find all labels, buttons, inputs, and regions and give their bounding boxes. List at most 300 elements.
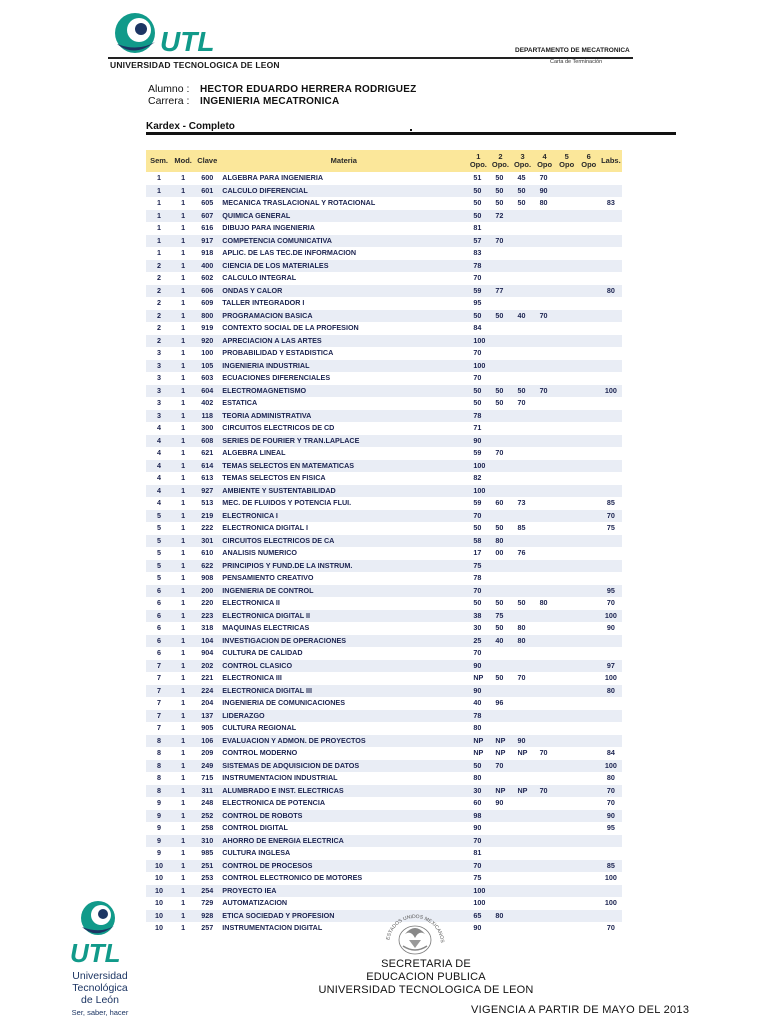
cell-opo-1: 84 [473, 323, 482, 332]
cell-opo-6 [578, 635, 600, 648]
header-mod: Mod. [172, 150, 194, 172]
cell-opo-6 [578, 760, 600, 773]
cell-opo-6 [578, 810, 600, 823]
cell-sem: 8 [146, 735, 172, 748]
table-row [146, 760, 622, 773]
cell-opo-1: 71 [473, 423, 482, 432]
cell-opo-5 [556, 235, 578, 248]
cell-materia: CONTROL DIGITAL [222, 823, 288, 832]
cell-materia: INSTRUMENTACION DIGITAL [222, 923, 323, 932]
cell-opo-5 [556, 185, 578, 198]
cell-opo-2 [489, 772, 511, 785]
cell-opo-4 [534, 435, 556, 448]
cell-opo-2 [489, 347, 511, 360]
cell-labs [600, 835, 622, 848]
table-row [146, 797, 622, 810]
cell-opo-1: 100 [467, 335, 489, 348]
cell-materia: CULTURA REGIONAL [222, 723, 297, 732]
cell-labs: 80 [600, 285, 622, 298]
cell-opo-2: 40 [489, 635, 511, 648]
cell-opo-6 [578, 872, 600, 885]
cell-materia: AMBIENTE Y SUSTENTABILIDAD [220, 485, 467, 498]
cell-opo-5 [556, 847, 578, 860]
logo-name-line-2: Tecnológica [72, 982, 128, 994]
cell-labs: 70 [606, 923, 615, 932]
cell-opo-1: 30 [473, 623, 482, 632]
cell-mod: 1 [181, 273, 186, 282]
cell-opo-6 [578, 560, 600, 573]
cell-materia: AHORRO DE ENERGIA ELECTRICA [220, 835, 467, 848]
cell-opo-2 [489, 485, 511, 498]
cell-opo-1: 59 [473, 498, 482, 507]
cell-opo-6 [578, 460, 600, 473]
cell-opo-5 [556, 585, 578, 598]
cell-opo-2 [489, 847, 511, 860]
cell-opo-1: 90 [473, 923, 482, 932]
cell-opo-4 [534, 347, 556, 360]
cell-opo-5 [556, 447, 578, 460]
cell-opo-2: 50 [489, 385, 511, 398]
department-name: DEPARTAMENTO DE MECATRONICA [515, 47, 630, 54]
cell-opo-5 [556, 685, 578, 698]
cell-opo-5 [556, 885, 578, 898]
cell-materia: ELECTRONICA I [220, 510, 467, 523]
cell-mod: 1 [181, 523, 186, 532]
table-row [146, 872, 622, 885]
cell-opo-4 [534, 547, 556, 560]
cell-mod: 1 [181, 248, 186, 257]
cell-opo-4 [534, 410, 556, 423]
header-opo-2-label: Opo. [491, 160, 509, 169]
cell-opo-1: 78 [473, 573, 482, 582]
header-labs: Labs. [600, 150, 622, 172]
header-opo-5 [556, 150, 578, 172]
table-row [146, 847, 622, 860]
cell-clave: 920 [194, 335, 220, 348]
header-sem: Sem. [146, 150, 172, 172]
cell-labs [600, 297, 622, 310]
cell-sem: 3 [146, 410, 172, 423]
cell-opo-4 [534, 297, 556, 310]
cell-opo-1: 75 [467, 560, 489, 573]
cell-opo-3 [511, 260, 533, 273]
cell-opo-6 [578, 660, 600, 673]
cell-opo-1: 100 [467, 885, 489, 898]
cell-mod: 1 [172, 260, 194, 273]
table-row [146, 360, 622, 373]
cell-materia: PROBABILIDAD Y ESTADISTICA [222, 348, 334, 357]
table-row [146, 410, 622, 423]
cell-labs [600, 697, 622, 710]
cell-opo-4: 70 [534, 785, 556, 798]
cell-opo-2: 00 [495, 548, 504, 557]
cell-opo-3: 80 [511, 635, 533, 648]
cell-materia: CIENCIA DE LOS MATERIALES [220, 260, 467, 273]
cell-opo-6 [578, 672, 600, 685]
cell-opo-5 [556, 310, 578, 323]
header-materia: Materia [220, 150, 467, 172]
cell-materia: ELECTRONICA II [222, 598, 280, 607]
table-header-row [146, 150, 622, 172]
cell-opo-2 [489, 647, 511, 660]
cell-clave: 104 [194, 635, 220, 648]
cell-sem: 9 [157, 848, 162, 857]
table-row [146, 860, 622, 873]
cell-opo-5 [556, 385, 578, 398]
cell-opo-4 [534, 635, 556, 648]
utl-logo-text: UTL [160, 26, 215, 57]
kardex-divider [146, 132, 676, 135]
table-row [146, 385, 622, 398]
cell-opo-1: 100 [467, 460, 489, 473]
cell-labs [600, 447, 622, 460]
cell-labs: 100 [604, 873, 617, 882]
cell-opo-4 [534, 560, 556, 573]
cell-clave: 254 [194, 885, 220, 898]
cell-opo-2: 72 [489, 210, 511, 223]
cell-materia: CIRCUITOS ELECTRICOS DE CD [222, 423, 335, 432]
cell-opo-2 [489, 660, 511, 673]
cell-opo-6 [578, 910, 600, 923]
cell-opo-3 [511, 460, 533, 473]
cell-clave: 311 [194, 785, 220, 798]
header-opo-5-label: Opo [559, 160, 575, 169]
cell-mod: 1 [172, 760, 194, 773]
table-row [146, 810, 622, 823]
cell-labs [600, 647, 622, 660]
cell-opo-5 [556, 322, 578, 335]
cell-mod: 1 [172, 310, 194, 323]
cell-opo-4 [534, 622, 556, 635]
cell-mod: 1 [172, 635, 194, 648]
cell-materia: ELECTRONICA DIGITAL I [222, 523, 309, 532]
cell-opo-2: 60 [495, 498, 504, 507]
cell-clave: 204 [201, 698, 214, 707]
cell-clave: 137 [194, 710, 220, 723]
table-row [146, 747, 622, 760]
cell-opo-4 [534, 710, 556, 723]
cell-clave: 222 [201, 523, 214, 532]
table-row [146, 197, 622, 210]
cell-opo-5 [556, 747, 578, 760]
cell-materia: ALGEBRA PARA INGENIERIA [222, 173, 324, 182]
cell-opo-3 [511, 472, 533, 485]
cell-mod: 1 [172, 835, 194, 848]
cell-sem: 4 [146, 485, 172, 498]
cell-opo-4: 80 [539, 598, 548, 607]
cell-labs: 95 [600, 585, 622, 598]
cell-opo-6 [578, 472, 600, 485]
cell-clave: 614 [194, 460, 220, 473]
cell-opo-4 [534, 585, 556, 598]
cell-opo-5 [556, 335, 578, 348]
cell-opo-3: NP [511, 785, 533, 798]
cell-labs [600, 222, 622, 235]
cell-clave: 715 [201, 773, 214, 782]
cell-opo-3 [511, 685, 533, 698]
cell-clave: 200 [194, 585, 220, 598]
cell-sem: 3 [157, 373, 162, 382]
cell-sem: 10 [146, 885, 172, 898]
cell-opo-1: 38 [467, 610, 489, 623]
logo-name-line-1: Universidad [72, 970, 128, 982]
cell-opo-3 [511, 572, 533, 585]
cell-labs [600, 185, 622, 198]
cell-mod: 1 [181, 598, 186, 607]
cell-opo-4 [534, 885, 556, 898]
cell-materia: INVESTIGACION DE OPERACIONES [220, 635, 467, 648]
cell-opo-3: 50 [511, 385, 533, 398]
cell-opo-3 [511, 610, 533, 623]
header-opo-2-num: 2 [498, 152, 503, 161]
cell-opo-2: 96 [495, 698, 504, 707]
cell-sem: 4 [157, 473, 162, 482]
cell-mod: 1 [181, 923, 186, 932]
cell-sem: 9 [146, 810, 172, 823]
cell-opo-4 [534, 610, 556, 623]
cell-opo-2 [489, 322, 511, 335]
cell-opo-5 [556, 922, 578, 935]
cell-clave: 219 [194, 510, 220, 523]
cell-labs: 90 [600, 810, 622, 823]
cell-opo-2: NP [495, 748, 506, 757]
cell-opo-3 [511, 447, 533, 460]
table-row [146, 572, 622, 585]
cell-opo-4 [534, 335, 556, 348]
cell-opo-5 [556, 810, 578, 823]
cell-opo-1: NP [473, 673, 484, 682]
cell-opo-3 [511, 922, 533, 935]
cell-opo-6 [578, 335, 600, 348]
cell-opo-6 [578, 722, 600, 735]
cell-opo-3: 73 [517, 498, 526, 507]
cell-mod: 1 [172, 185, 194, 198]
cell-sem: 3 [157, 348, 162, 357]
cell-opo-1: 90 [467, 660, 489, 673]
cell-opo-2 [489, 222, 511, 235]
cell-opo-4: 70 [534, 310, 556, 323]
cell-opo-1: 50 [467, 760, 489, 773]
cell-labs [600, 547, 622, 560]
cell-opo-5 [556, 510, 578, 523]
table-row [146, 210, 622, 223]
table-row [146, 260, 622, 273]
cell-labs [600, 472, 622, 485]
cell-opo-3 [511, 760, 533, 773]
sep-line-2: EDUCACION PUBLICA [366, 971, 486, 983]
cell-opo-4 [534, 797, 556, 810]
table-row [146, 235, 622, 248]
utl-logo-bottom-swirl-icon [81, 901, 115, 935]
table-row [146, 472, 622, 485]
cell-clave: 800 [194, 310, 220, 323]
cell-mod: 1 [181, 473, 186, 482]
table-row [146, 685, 622, 698]
cell-opo-2 [489, 560, 511, 573]
cell-opo-3 [511, 910, 533, 923]
cell-labs: 85 [606, 498, 615, 507]
cell-clave: 252 [194, 810, 220, 823]
cell-opo-6 [578, 822, 600, 835]
utl-logo-bottom [60, 896, 140, 1020]
document-type: Carta de Terminación [550, 59, 603, 65]
cell-opo-3: 76 [517, 548, 526, 557]
cell-materia: MECANICA TRASLACIONAL Y ROTACIONAL [222, 198, 376, 207]
cell-opo-5 [556, 247, 578, 260]
cell-clave: 928 [194, 910, 220, 923]
header-opo-5-num: 5 [564, 152, 569, 161]
cell-sem: 7 [146, 710, 172, 723]
cell-sem: 5 [157, 523, 162, 532]
cell-clave: 118 [194, 410, 220, 423]
cell-opo-2 [489, 822, 511, 835]
cell-opo-5 [556, 522, 578, 535]
table-row [146, 697, 622, 710]
cell-opo-4 [534, 472, 556, 485]
cell-opo-5 [556, 197, 578, 210]
cell-mod: 1 [172, 435, 194, 448]
cell-sem: 4 [157, 498, 162, 507]
cell-opo-4 [534, 760, 556, 773]
cell-clave: 608 [194, 435, 220, 448]
cell-sem: 4 [157, 448, 162, 457]
cell-opo-2 [489, 572, 511, 585]
cell-mod: 1 [181, 898, 186, 907]
cell-mod: 1 [172, 410, 194, 423]
cell-opo-2: 75 [489, 610, 511, 623]
cell-opo-1: 50 [467, 310, 489, 323]
cell-mod: 1 [172, 735, 194, 748]
cell-opo-2 [489, 472, 511, 485]
cell-sem: 5 [146, 560, 172, 573]
cell-labs: 100 [604, 673, 617, 682]
cell-opo-4 [534, 397, 556, 410]
cell-materia: CONTEXTO SOCIAL DE LA PROFESION [222, 323, 359, 332]
cell-opo-5 [556, 460, 578, 473]
cell-opo-2 [489, 247, 511, 260]
cell-clave: 600 [201, 173, 214, 182]
cell-opo-6 [578, 747, 600, 760]
cell-sem: 7 [146, 660, 172, 673]
cell-opo-5 [556, 610, 578, 623]
cell-opo-5 [556, 210, 578, 223]
cell-opo-6 [578, 847, 600, 860]
cell-opo-1: 83 [473, 248, 482, 257]
cell-mod: 1 [181, 823, 186, 832]
utl-logo [108, 6, 240, 62]
cell-opo-5 [556, 660, 578, 673]
carrera-label: Carrera : [148, 95, 190, 107]
cell-opo-4 [534, 810, 556, 823]
cell-sem: 2 [146, 260, 172, 273]
cell-mod: 1 [172, 460, 194, 473]
table-row [146, 672, 622, 685]
cell-materia: ELECTRONICA DE POTENCIA [222, 798, 326, 807]
cell-sem: 10 [146, 860, 172, 873]
table-row [146, 285, 622, 298]
cell-labs [600, 322, 622, 335]
cell-opo-1: 58 [467, 535, 489, 548]
cell-clave: 607 [194, 210, 220, 223]
cell-clave: 605 [201, 198, 214, 207]
cell-opo-2: NP [489, 735, 511, 748]
cell-opo-5 [556, 710, 578, 723]
kardex-table [146, 150, 622, 935]
cell-opo-3: 45 [517, 173, 526, 182]
cell-opo-1: 95 [473, 298, 482, 307]
cell-labs [600, 535, 622, 548]
cell-opo-3 [511, 210, 533, 223]
header-opo-6 [578, 150, 600, 172]
table-row [146, 560, 622, 573]
cell-clave: 253 [201, 873, 214, 882]
cell-sem: 7 [146, 685, 172, 698]
table-row [146, 272, 622, 285]
cell-mod: 1 [172, 210, 194, 223]
cell-opo-6 [578, 772, 600, 785]
cell-opo-2 [489, 585, 511, 598]
cell-opo-1: 40 [473, 698, 482, 707]
table-row [146, 460, 622, 473]
cell-opo-6 [578, 347, 600, 360]
header-opo-4-num: 4 [542, 152, 547, 161]
title-mark [410, 129, 412, 131]
cell-opo-3 [511, 872, 533, 885]
cell-materia: TALLER INTEGRADOR I [222, 298, 305, 307]
cell-opo-2 [489, 297, 511, 310]
alumno-value: HECTOR EDUARDO HERRERA RODRIGUEZ [200, 84, 417, 95]
seal-text: ESTADOS UNIDOS MEXICANOS [385, 913, 446, 944]
cell-mod: 1 [181, 798, 186, 807]
cell-sem: 8 [157, 748, 162, 757]
cell-opo-2 [489, 835, 511, 848]
table-row [146, 310, 622, 323]
cell-materia: ALGEBRA LINEAL [222, 448, 286, 457]
cell-opo-2: 50 [495, 598, 504, 607]
cell-clave: 613 [201, 473, 214, 482]
cell-opo-4 [534, 872, 556, 885]
cell-opo-4 [534, 685, 556, 698]
cell-opo-4 [534, 572, 556, 585]
cell-materia: QUIMICA GENERAL [220, 210, 467, 223]
sep-line-1: SECRETARIA DE [381, 958, 471, 970]
cell-opo-1: 51 [473, 173, 482, 182]
table-row [146, 335, 622, 348]
cell-sem: 10 [155, 923, 164, 932]
cell-opo-4 [534, 660, 556, 673]
cell-labs [600, 247, 622, 260]
cell-mod: 1 [181, 573, 186, 582]
cell-labs [600, 485, 622, 498]
cell-materia: INGENIERIA DE CONTROL [220, 585, 467, 598]
header-opo-6-num: 6 [586, 152, 591, 161]
cell-mod: 1 [172, 885, 194, 898]
cell-clave: 257 [201, 923, 214, 932]
cell-materia: TEORIA ADMINISTRATIVA [220, 410, 467, 423]
table-row [146, 585, 622, 598]
cell-mod: 1 [172, 860, 194, 873]
cell-materia: CULTURA INGLESA [222, 848, 291, 857]
cell-opo-2: 70 [489, 760, 511, 773]
table-row [146, 372, 622, 385]
cell-sem: 9 [157, 798, 162, 807]
cell-opo-3 [511, 297, 533, 310]
table-row [146, 710, 622, 723]
cell-opo-6 [578, 610, 600, 623]
cell-opo-3 [511, 285, 533, 298]
table-row [146, 497, 622, 510]
header-opo-4 [534, 150, 556, 172]
